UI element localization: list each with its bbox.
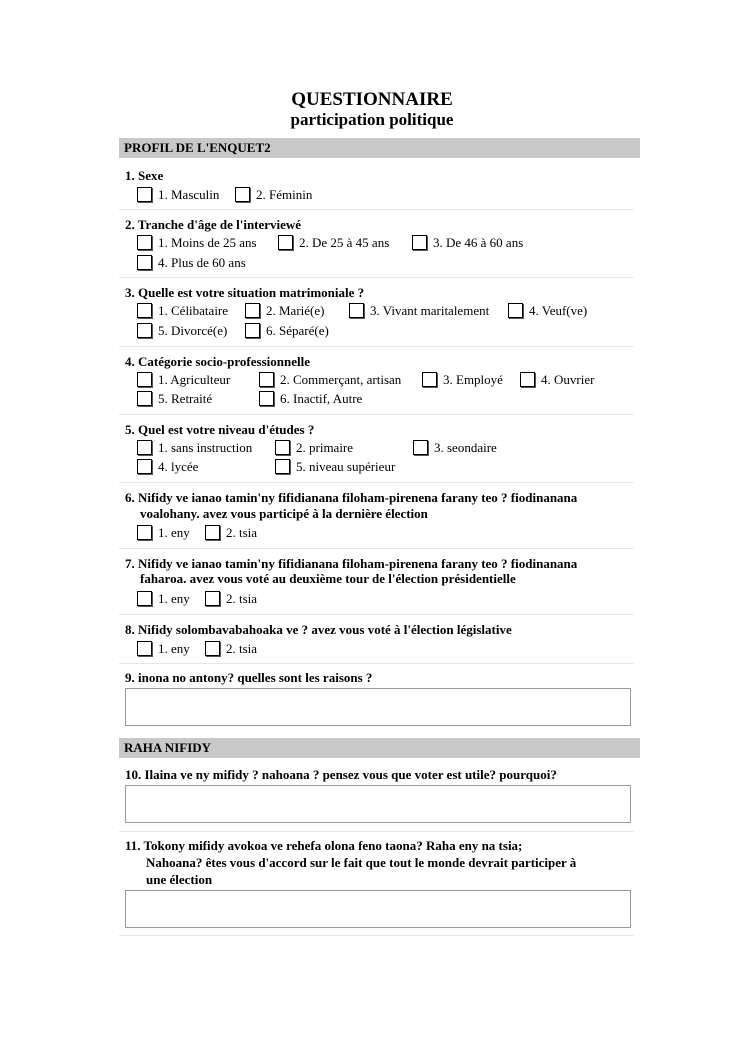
question-2 [119,210,634,278]
option-checkbox[interactable]: 1. eny [137,641,190,657]
option-checkbox[interactable]: 4. lycée [137,459,198,475]
question-5 [119,415,634,483]
section-header-raha-nifidy: RAHA NIFIDY [119,738,640,758]
checkbox-icon[interactable] [137,591,152,606]
checkbox-icon[interactable] [275,459,290,474]
checkbox-icon[interactable] [413,440,428,455]
option-checkbox[interactable]: 2. Commerçant, artisan [259,372,401,388]
option-checkbox[interactable]: 2. tsia [205,525,257,541]
question-title: 7. Nifidy ve ianao tamin'ny fifidianana filoham-pirenena farany teo ? fiodinanana [125,556,578,571]
question-9 [119,664,634,734]
checkbox-icon[interactable] [137,372,152,387]
answer-textbox[interactable] [125,785,631,823]
option-checkbox[interactable]: 3. seondaire [413,440,497,456]
option-checkbox[interactable]: 1. Célibataire [137,303,228,319]
checkbox-icon[interactable] [137,641,152,656]
checkbox-icon[interactable] [245,323,260,338]
question-3 [119,278,634,347]
question-11 [119,832,634,936]
question-title: 8. Nifidy solombavabahoaka ve ? avez vous voté à l'élection législative [125,622,512,637]
checkbox-icon[interactable] [259,391,274,406]
checkbox-icon[interactable] [412,235,427,250]
answer-textbox[interactable] [125,688,631,726]
option-checkbox[interactable]: 2. Féminin [235,187,312,203]
checkbox-icon[interactable] [422,372,437,387]
checkbox-icon[interactable] [205,525,220,540]
option-checkbox[interactable]: 4. Plus de 60 ans [137,255,246,271]
checkbox-icon[interactable] [235,187,250,202]
question-title-continued: faharoa. avez vous voté au deuxième tour de l'élection présidentielle [140,571,516,586]
question-title-continued: voalohany. avez vous participé à la dernière élection [140,506,428,521]
section-header-profil: PROFIL DE L'ENQUET2 [119,138,640,158]
checkbox-icon[interactable] [245,303,260,318]
checkbox-icon[interactable] [275,440,290,455]
answer-textbox[interactable] [125,890,631,928]
checkbox-icon[interactable] [278,235,293,250]
checkbox-icon[interactable] [137,255,152,270]
checkbox-icon[interactable] [137,391,152,406]
checkbox-icon[interactable] [205,641,220,656]
checkbox-icon[interactable] [137,187,152,202]
option-checkbox[interactable]: 3. Employé [422,372,503,388]
question-title: 5. Quel est votre niveau d'études ? [125,422,315,437]
question-title: 4. Catégorie socio-professionnelle [125,354,310,369]
option-checkbox[interactable]: 4. Ouvrier [520,372,594,388]
checkbox-icon[interactable] [508,303,523,318]
checkbox-icon[interactable] [137,235,152,250]
option-checkbox[interactable]: 5. Divorcé(e) [137,323,227,339]
option-checkbox[interactable]: 1. eny [137,591,190,607]
question-title-continued: Nahoana? êtes vous d'accord sur le fait que tout le monde devrait participer à [146,855,577,870]
question-8 [119,615,634,664]
question-title: 11. Tokony mifidy avokoa ve rehefa olona feno taona? Raha eny na tsia; [125,838,523,853]
checkbox-icon[interactable] [520,372,535,387]
question-title: 9. inona no antony? quelles sont les raisons ? [125,670,373,685]
question-10 [119,760,634,832]
option-checkbox[interactable]: 5. niveau supérieur [275,459,395,475]
checkbox-icon[interactable] [137,525,152,540]
question-4 [119,347,634,415]
option-checkbox[interactable]: 4. Veuf(ve) [508,303,587,319]
option-checkbox[interactable]: 1. Moins de 25 ans [137,235,257,251]
question-title-continued: une élection [146,872,213,887]
page-title: QUESTIONNAIRE [291,89,453,110]
option-checkbox[interactable]: 3. Vivant maritalement [349,303,489,319]
question-title: 6. Nifidy ve ianao tamin'ny fifidianana filoham-pirenena farany teo ? fiodinanana [125,490,578,505]
checkbox-icon[interactable] [205,591,220,606]
checkbox-icon[interactable] [137,303,152,318]
option-checkbox[interactable]: 1. Masculin [137,187,219,203]
option-checkbox[interactable]: 1. eny [137,525,190,541]
checkbox-icon[interactable] [349,303,364,318]
question-title: 10. Ilaina ve ny mifidy ? nahoana ? pensez vous que voter est utile? pourquoi? [125,767,557,782]
question-1 [119,160,634,210]
question-6 [119,483,634,549]
option-checkbox[interactable]: 2. tsia [205,591,257,607]
page-subtitle: participation politique [290,110,454,129]
option-checkbox[interactable]: 2. Marié(e) [245,303,324,319]
option-checkbox[interactable]: 6. Inactif, Autre [259,391,362,407]
option-checkbox[interactable]: 5. Retraité [137,391,212,407]
question-title: 1. Sexe [125,168,164,183]
question-title: 3. Quelle est votre situation matrimoniale ? [125,285,365,300]
option-checkbox[interactable]: 2. De 25 à 45 ans [278,235,389,251]
option-checkbox[interactable]: 2. primaire [275,440,353,456]
option-checkbox[interactable]: 3. De 46 à 60 ans [412,235,523,251]
question-7 [119,549,634,615]
question-title: 2. Tranche d'âge de l'interviewé [125,217,302,232]
checkbox-icon[interactable] [137,440,152,455]
option-checkbox[interactable]: 2. tsia [205,641,257,657]
checkbox-icon[interactable] [137,459,152,474]
option-checkbox[interactable]: 6. Séparé(e) [245,323,329,339]
option-checkbox[interactable]: 1. sans instruction [137,440,252,456]
checkbox-icon[interactable] [259,372,274,387]
option-checkbox[interactable]: 1. Agriculteur [137,372,230,388]
checkbox-icon[interactable] [137,323,152,338]
